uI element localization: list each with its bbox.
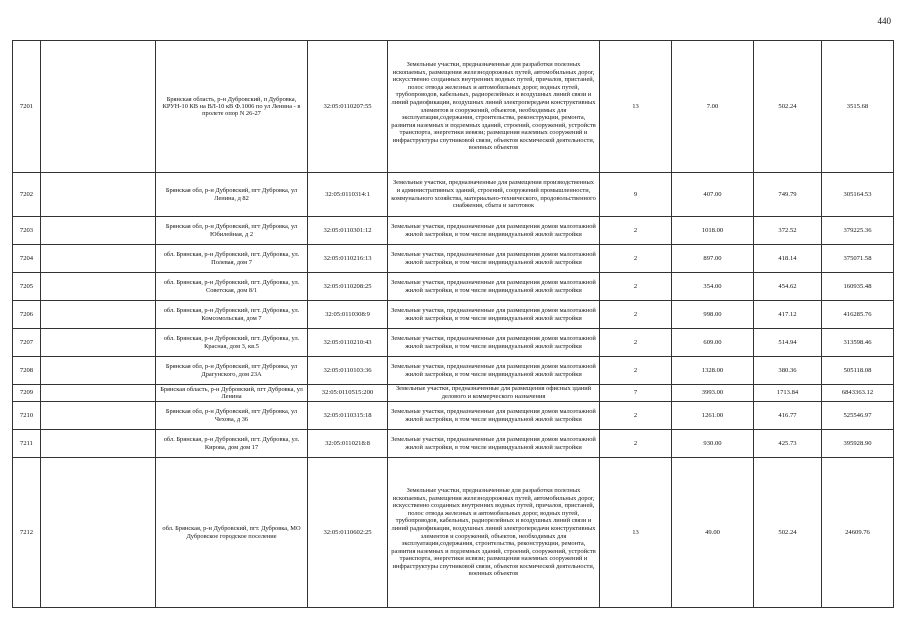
cell-specific-value: 380.36: [754, 357, 822, 385]
cell-blank: [41, 357, 156, 385]
table-row: [13, 385, 894, 402]
cell-blank: [41, 217, 156, 245]
table-body: [13, 41, 894, 608]
cell-cadastral-number: 32:05:0110218:8: [308, 430, 388, 458]
cell-group: 2: [600, 273, 672, 301]
cell-specific-value: 418.14: [754, 245, 822, 273]
cell-blank: [41, 458, 156, 608]
cell-specific-value: 502.24: [754, 458, 822, 608]
cell-number: 7212: [13, 458, 41, 608]
cell-group: 13: [600, 41, 672, 173]
cell-address: обл. Брянская, р-н Дубровский, пгт. Дубровка, ул. Комсомольская, дом 7: [156, 301, 308, 329]
cell-number: 7205: [13, 273, 41, 301]
cell-blank: [41, 41, 156, 173]
cell-blank: [41, 301, 156, 329]
table-row: [13, 430, 894, 458]
cell-land-use-purpose: Земельные участки, предназначенные для размещения домов малоэтажной жилой застройки, в том числе индивидуальной жилой застройки: [388, 402, 600, 430]
cell-address: обл. Брянская, р-н Дубровский, пгт. Дубровка, ул. Кирова, дом дом 17: [156, 430, 308, 458]
cell-area: 407.00: [672, 173, 754, 217]
cell-address: обл. Брянская, р-н Дубровский, пгт. Дубровка, ул. Красная, дом 3, кв.5: [156, 329, 308, 357]
cell-cadastral-number: 32:05:0110315:18: [308, 402, 388, 430]
cell-group: 2: [600, 245, 672, 273]
cell-cadastral-number: 32:05:0110515:200: [308, 385, 388, 402]
cell-group: 9: [600, 173, 672, 217]
cell-blank: [41, 402, 156, 430]
cell-number: 7202: [13, 173, 41, 217]
cell-cadastral-value: 375071.58: [822, 245, 894, 273]
cell-cadastral-value: 416285.76: [822, 301, 894, 329]
cell-number: 7201: [13, 41, 41, 173]
cell-land-use-purpose: Земельные участки, предназначенные для размещения домов малоэтажной жилой застройки, в том числе индивидуальной жилой застройки: [388, 430, 600, 458]
cell-cadastral-value: 6843363.12: [822, 385, 894, 402]
cell-group: 2: [600, 217, 672, 245]
cell-blank: [41, 245, 156, 273]
cell-address: обл. Брянская, р-н Дубровский, пгт. Дубровка, МО Дубровское городское поселение: [156, 458, 308, 608]
table-row: [13, 402, 894, 430]
cell-area: 609.00: [672, 329, 754, 357]
cell-cadastral-value: 3515.68: [822, 41, 894, 173]
cell-cadastral-number: 32:05:0110208:25: [308, 273, 388, 301]
table-row: [13, 301, 894, 329]
cell-cadastral-value: 305164.53: [822, 173, 894, 217]
cell-address: Брянская область, р-н Дубровский, пгт Дубровка, ул Ленина: [156, 385, 308, 402]
cell-land-use-purpose: Земельные участки, предназначенные для размещения домов малоэтажной жилой застройки, в том числе индивидуальной жилой застройки: [388, 273, 600, 301]
cell-cadastral-value: 395928.90: [822, 430, 894, 458]
cell-address: Брянская обл, р-н Дубровский, пгт Дубровка, ул Юбилейная, д 2: [156, 217, 308, 245]
cell-land-use-purpose: Земельные участки, предназначенные для разработки полезных ископаемых, размещения железнодорожных путей, автомобильных дорог, искусственно созданных внутренних водных путей, причалов, пристаней, полос отвода железных и автомобильных дорог, водных путей, трубопроводов, кабельных, радиорелейных и воздушных линий связи и линий радиофикации, воздушных линий электропередачи конструктивных элементов и сооружений, объектов, необходимых для эксплуатации,содержания, строительства, реконструкции, ремонта, развития наземных и подземных зданий, строений, сооружений, устройств транспорта, энергетики исвязи; размещения наземных сооружений и инфраструктуры спутниковой связи, объектов космической деятельности, военных объектов: [388, 458, 600, 608]
cell-specific-value: 514.94: [754, 329, 822, 357]
page-number: 440: [877, 16, 891, 26]
cell-cadastral-number: 32:05:0110210:43: [308, 329, 388, 357]
cell-address: обл. Брянская, р-н Дубровский, пгт. Дубровка, ул. Полевая, дом 7: [156, 245, 308, 273]
cell-number: 7203: [13, 217, 41, 245]
cell-area: 7.00: [672, 41, 754, 173]
cell-specific-value: 1713.84: [754, 385, 822, 402]
cell-address: Брянская обл, р-н Дубровский, пгт Дубровка, ул Чехова, д 36: [156, 402, 308, 430]
table-row: [13, 41, 894, 173]
cell-blank: [41, 173, 156, 217]
table-row: [13, 357, 894, 385]
cell-address: Брянская обл, р-н Дубровский, пгт Дубровка, ул Ленина, д 82: [156, 173, 308, 217]
cell-area: 897.00: [672, 245, 754, 273]
cell-group: 2: [600, 329, 672, 357]
cell-cadastral-number: 32:05:0110207:55: [308, 41, 388, 173]
cell-area: 49.00: [672, 458, 754, 608]
table-row: [13, 217, 894, 245]
cell-cadastral-number: 32:05:0110103:36: [308, 357, 388, 385]
cell-cadastral-number: 32:05:0110308:9: [308, 301, 388, 329]
cell-area: 3993.00: [672, 385, 754, 402]
cell-group: 2: [600, 301, 672, 329]
cell-cadastral-number: 32:05:0110602:25: [308, 458, 388, 608]
cell-blank: [41, 329, 156, 357]
cell-area: 1328.00: [672, 357, 754, 385]
cell-land-use-purpose: Земельные участки, предназначенные для разработки полезных ископаемых, размещения железнодорожных путей, автомобильных дорог, искусственно созданных внутренних водных путей, причалов, пристаней, полос отвода железных и автомобильных дорог, водных путей, трубопроводов, кабельных, радиорелейных и воздушных линий связи и линий радиофикации, воздушных линий электропередачи конструктивных элементов и сооружений, объектов, необходимых для эксплуатации,содержания, строительства, реконструкции, ремонта, развития наземных и подземных зданий, строений, сооружений, устройств транспорта, энергетики иевязи; размещения наземных сооружений и инфраструктуры спутниковой связи, объектов космической деятельности, военных объектов: [388, 41, 600, 173]
cell-group: 2: [600, 357, 672, 385]
table-row: [13, 245, 894, 273]
cell-cadastral-number: 32:05:0110301:12: [308, 217, 388, 245]
cell-address: Брянская область, р-н Дубровский, п Дубровка, КРУН-10 КВ на ВЛ-10 кВ Ф.1006 по ул Ленина - в пролете опор N 26-27: [156, 41, 308, 173]
cell-group: 2: [600, 402, 672, 430]
cell-number: 7210: [13, 402, 41, 430]
cadastral-value-table: [12, 40, 894, 608]
cell-land-use-purpose: Земельные участки, предназначенные для размещения домов малоэтажной жилой застройки, в том числе индивидуальной жилой застройки: [388, 217, 600, 245]
cell-specific-value: 372.52: [754, 217, 822, 245]
cell-number: 7208: [13, 357, 41, 385]
cell-cadastral-number: 32:05:0110314:1: [308, 173, 388, 217]
cell-specific-value: 454.62: [754, 273, 822, 301]
table-row: [13, 273, 894, 301]
table-row: [13, 173, 894, 217]
cell-cadastral-value: 160935.48: [822, 273, 894, 301]
cell-specific-value: 502.24: [754, 41, 822, 173]
cell-blank: [41, 430, 156, 458]
cell-cadastral-value: 24609.76: [822, 458, 894, 608]
cell-cadastral-value: 313598.46: [822, 329, 894, 357]
cell-area: 930.00: [672, 430, 754, 458]
cell-cadastral-value: 525546.97: [822, 402, 894, 430]
cell-cadastral-value: 379225.36: [822, 217, 894, 245]
cell-land-use-purpose: Земельные участки, предназначенные для размещения домов малоэтажной жилой застройки, в том числе индивидуальной жилой застройки: [388, 357, 600, 385]
cell-number: 7211: [13, 430, 41, 458]
cell-group: 13: [600, 458, 672, 608]
cell-number: 7204: [13, 245, 41, 273]
cell-group: 7: [600, 385, 672, 402]
table-row: [13, 458, 894, 608]
cell-land-use-purpose: Земельные участки, предназначенные для размещения домов малоэтажной жилой застройки, в том числе индивидуальной жилой застройки: [388, 245, 600, 273]
cell-specific-value: 425.73: [754, 430, 822, 458]
cell-land-use-purpose: Земельные участки, предназначенные для размещения домов малоэтажной жилой застройки, в том числе индивидуальной жилой застройки: [388, 329, 600, 357]
cell-land-use-purpose: Земельные участки, предназначенные для размещения офисных зданий делового и коммерческого назначения: [388, 385, 600, 402]
cell-specific-value: 417.12: [754, 301, 822, 329]
cell-number: 7209: [13, 385, 41, 402]
cell-specific-value: 416.77: [754, 402, 822, 430]
cell-address: Брянская обл, р-н Дубровский, пгт Дубровка, ул Драгунского, дом 23А: [156, 357, 308, 385]
cell-cadastral-value: 505118.08: [822, 357, 894, 385]
cell-blank: [41, 385, 156, 402]
cell-area: 1261.00: [672, 402, 754, 430]
cell-area: 1018.00: [672, 217, 754, 245]
cell-number: 7206: [13, 301, 41, 329]
cell-number: 7207: [13, 329, 41, 357]
cell-group: 2: [600, 430, 672, 458]
table-row: [13, 329, 894, 357]
cell-blank: [41, 273, 156, 301]
cell-cadastral-number: 32:05:0110216:13: [308, 245, 388, 273]
cell-area: 998.00: [672, 301, 754, 329]
cell-address: обл. Брянская, р-н Дубровский, пгт. Дубровка, ул. Советская, дом 8/1: [156, 273, 308, 301]
cell-land-use-purpose: Земельные участки, предназначенные для размещения производственных и административных зданий, строений, сооружений промышленности, коммунального хозяйства, материально-технического, продовольственного снабжения, сбыта и заготовок: [388, 173, 600, 217]
cell-specific-value: 749.79: [754, 173, 822, 217]
cell-area: 354.00: [672, 273, 754, 301]
cell-land-use-purpose: Земельные участки, предназначенные для размещения домов малоэтажной жилой застройки, в том числе индивидуальной жилой застройки: [388, 301, 600, 329]
